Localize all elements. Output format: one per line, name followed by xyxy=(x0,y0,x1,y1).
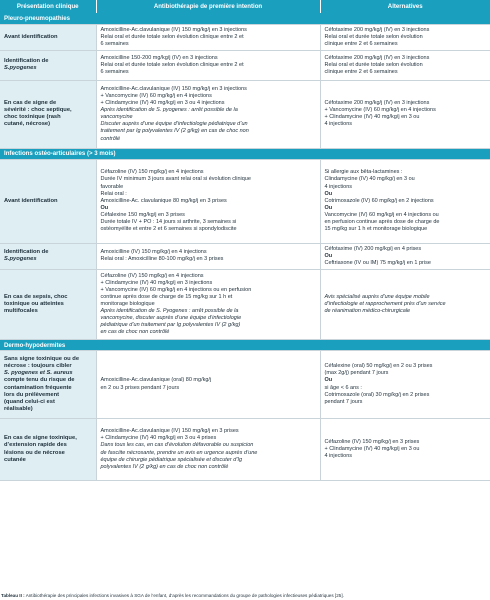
treatment-line: polyvalentes IV (2 g/kg) en cas de choc non contrôlé xyxy=(100,463,229,470)
treatment-line: monitorage biologique xyxy=(100,301,155,308)
treatment-line: Amoxicilline-Ac.clavulanique (IV) 150 mg/kg/j en 3 prises xyxy=(100,428,239,435)
alternatives-cell xyxy=(320,24,490,50)
alternative-line: clinique entre 2 et 6 semaines xyxy=(324,40,398,47)
presentation-line: Avant identification xyxy=(4,197,58,204)
treatment-line: Durée IV minimum 3 jours avant relai oral si évolution clinique xyxy=(100,176,251,183)
treatment-line: de fasciite nécrosante, prendre un avis en urgence auprès d’une xyxy=(100,449,258,456)
alternative-line: Si allergie aux bêta-lactamines : xyxy=(324,169,403,176)
clinical-presentation-cell xyxy=(0,80,96,148)
first-line-cell xyxy=(96,159,320,243)
alternative-line: Relai oral et durée totale selon évolution xyxy=(324,61,423,68)
presentation-line: En cas de signe toxinique, xyxy=(4,435,77,442)
treatment-line: + Clindamycine (IV) 40 mg/kg/j en 3 ou 4 prises xyxy=(100,435,217,442)
treatment-line: ostéomyélite et entre 2 et 6 semaines si spondylodiscite xyxy=(100,226,237,233)
section-header-row xyxy=(0,340,490,351)
alternative-line: pendant 7 jours xyxy=(324,398,363,405)
alternative-line: + Clindamycine (IV) 40 mg/kg/j en 3 ou xyxy=(324,446,420,453)
table-row xyxy=(0,270,490,340)
treatment-line: Après identification de S. Pyogenes : arrêt possible de la xyxy=(100,308,239,315)
treatment-line: 6 semaines xyxy=(100,40,129,47)
alternative-line: Cotrimoxazole (IV) 60 mg/kg/j en 2 injections xyxy=(324,197,434,204)
clinical-presentation-cell xyxy=(0,419,96,481)
treatment-line: Relai oral : Amoxicilline 80-100 mg/kg/j en 3 prises xyxy=(100,256,224,263)
alternative-line: de réanimation médico-chirurgicale xyxy=(324,308,411,315)
alternative-line: si âge < 6 ans : xyxy=(324,384,362,391)
presentation-line: S. pyogenes et S. aureus xyxy=(4,370,73,377)
alternatives-cell xyxy=(320,351,490,419)
alternative-line: Céfotaxime 200 mg/kg/j (IV) en 3 injections xyxy=(324,100,430,107)
presentation-line: sévérité : choc septique, xyxy=(4,107,72,114)
alternative-line: Vancomycine (IV) 60 mg/kg/j en 4 injections ou xyxy=(324,211,439,218)
presentation-line: compte tenu du risque de xyxy=(4,377,75,384)
treatment-line: Après identification de S. pyogenes : arrêt possible de la xyxy=(100,107,238,114)
treatment-line: Amoxicilline-Ac.clavulanique (IV) 150 mg/kg/j en 3 injections xyxy=(100,26,247,33)
treatment-line: Relai oral et durée totale selon évolution clinique entre 2 et xyxy=(100,33,244,40)
alternative-line: 4 injections xyxy=(324,121,353,128)
treatment-line: + Clindamycine (IV) 40 mg/kg/j en 3 ou 4 injections xyxy=(100,100,225,107)
treatment-line: + Vancomycine (IV) 60 mg/kg/j en 4 injections xyxy=(100,93,212,99)
clinical-presentation-cell xyxy=(0,24,96,50)
table-row xyxy=(0,419,490,481)
caption-text: Antibiothérapie des principales infections invasives à SGA de l’enfant, d’après les recommandations du groupe de pathologies infectieuses pédiatriques [25]. xyxy=(25,593,344,598)
treatment-line: Céfalexine 150 mg/kg/j en 3 prises xyxy=(100,211,185,218)
alternatives-cell xyxy=(320,419,490,481)
presentation-line: Sans signe toxinique ou de xyxy=(4,355,80,362)
treatment-line: vancomycine, discuter auprès d’une équipe d’infectiologie xyxy=(100,315,242,322)
first-line-cell xyxy=(96,419,320,481)
table-row xyxy=(0,243,490,269)
presentation-line: réalisable) xyxy=(4,406,33,413)
presentation-line: d’extension rapide des xyxy=(4,442,67,449)
alternative-line: Ou xyxy=(324,377,333,384)
table-body xyxy=(0,13,490,481)
treatment-line: contrôlé xyxy=(100,135,121,142)
alternative-line: Céfotaxime 200 mg/kg/j (IV) en 3 injections xyxy=(324,26,430,33)
table-row xyxy=(0,159,490,243)
header-first-line-antibiotic: Antibiothérapie de première intention xyxy=(96,0,320,13)
first-line-cell xyxy=(96,243,320,269)
alternatives-cell xyxy=(320,270,490,340)
alternatives-cell xyxy=(320,243,490,269)
alternative-line: Céfotaxime (IV) 200 mg/kg/j en 4 prises xyxy=(324,245,422,252)
treatment-line: favorable xyxy=(100,183,124,190)
alternative-line: Relai oral et durée totale selon évolution xyxy=(324,33,423,40)
treatment-line: en 2 ou 3 prises pendant 7 jours xyxy=(100,384,180,391)
alternatives-cell xyxy=(320,159,490,243)
treatment-line: Ou xyxy=(100,204,109,211)
presentation-line: Identification de xyxy=(4,249,49,256)
header-clinical-presentation: Présentation clinique xyxy=(0,0,96,13)
alternatives-cell xyxy=(320,50,490,80)
alternative-line: Ou xyxy=(324,204,333,211)
treatment-line: Amoxicilline-Ac. clavulanique 80 mg/kg/j en 3 prises xyxy=(100,197,227,204)
clinical-presentation-cell xyxy=(0,243,96,269)
treatment-line: vancomycine xyxy=(100,114,133,121)
table-row xyxy=(0,50,490,80)
alternative-line: 4 injections xyxy=(324,183,353,190)
alternative-line: en perfusion continue après dose de charge de xyxy=(324,219,440,226)
presentation-line: lésions ou de nécrose xyxy=(4,449,65,456)
table-caption xyxy=(0,593,490,599)
treatment-line: 6 semaines xyxy=(100,68,129,75)
table-row xyxy=(0,351,490,419)
caption-label: Tableau II : xyxy=(1,593,25,598)
treatment-line: pédiatrique d’un traitement par Ig polyvalentes IV (2 g/kg) xyxy=(100,322,241,329)
presentation-line: En cas de signe de xyxy=(4,99,57,106)
presentation-line: toxinique ou atteintes xyxy=(4,300,64,307)
section-header-row xyxy=(0,148,490,159)
table-row xyxy=(0,80,490,148)
treatment-line: Amoxicilline-Ac.clavulanique (oral) 80 mg/kg/j xyxy=(100,377,212,384)
treatment-line: équipe de chirurgie pédiatrique spécialisée et discuter d’Ig xyxy=(100,456,243,463)
alternative-line: Avis spécialisé auprès d’une équipe mobile xyxy=(324,293,430,300)
section-title: Pleuro-pneumopathies xyxy=(0,13,490,24)
presentation-line: (quand celui-ci est xyxy=(4,398,55,405)
presentation-line: cutané, nécrose) xyxy=(4,121,51,128)
treatment-line: continue après dose de charge de 15 mg/kg sur 1 h et xyxy=(100,293,233,300)
treatment-line: Relai oral et durée totale selon évolution clinique entre 2 et xyxy=(100,61,244,68)
first-line-cell xyxy=(96,50,320,80)
presentation-line: nécrose : toujours cibler xyxy=(4,362,72,369)
presentation-line: cutanée xyxy=(4,456,26,463)
treatment-line: Discuter auprès d’une équipe d’infectiologie pédiatrique d’un xyxy=(100,121,248,128)
section-title: Dermo-hypodermites xyxy=(0,340,490,351)
section-header-row xyxy=(0,13,490,24)
presentation-line: choc toxinique (rash xyxy=(4,114,61,121)
treatment-line: Amoxicilline 150-200 mg/kg/j (IV) en 3 injections xyxy=(100,54,218,61)
alternative-line: Céfazoline (IV) 150 mg/kg/j en 3 prises xyxy=(324,438,420,445)
alternative-line: 15 mg/kg sur 1 h et monitorage biologique xyxy=(324,226,428,233)
treatment-line: en cas de choc non contrôlé xyxy=(100,329,170,336)
presentation-line: Avant identification xyxy=(4,33,58,40)
first-line-cell xyxy=(96,270,320,340)
table-header-row xyxy=(0,0,490,13)
treatment-line: Relai oral : xyxy=(100,190,127,197)
first-line-cell xyxy=(96,24,320,50)
alternative-line: d’infectiologie et rapprochement près d’un service xyxy=(324,301,446,308)
alternative-line: clinique entre 2 et 6 semaines xyxy=(324,68,398,75)
first-line-cell xyxy=(96,351,320,419)
alternative-line: Ou xyxy=(324,190,333,197)
clinical-presentation-cell xyxy=(0,270,96,340)
clinical-presentation-cell xyxy=(0,159,96,243)
treatment-line: + Vancomycine (IV) 60 mg/kg/j en 4 injections ou en perfusion xyxy=(100,286,252,293)
table-row xyxy=(0,24,490,50)
alternative-line: Céfotaxime 200 mg/kg/j (IV) en 3 injections xyxy=(324,54,430,61)
clinical-presentation-cell xyxy=(0,50,96,80)
presentation-line: contamination fréquente xyxy=(4,384,72,391)
header-alternatives: Alternatives xyxy=(320,0,490,13)
alternative-line: + Vancomycine (IV) 60 mg/kg/j en 4 injections xyxy=(324,107,436,114)
presentation-line: S.pyogenes xyxy=(4,256,37,263)
presentation-line: Identification de xyxy=(4,58,49,65)
alternative-line: Clindamycine (IV) 40 mg/kg/j en 3 ou xyxy=(324,176,415,183)
alternative-line: 4 injections xyxy=(324,453,353,460)
alternative-line: Céfalexine (oral) 50 mg/kg/j en 2 ou 3 prises xyxy=(324,363,433,370)
alternative-line: Ou xyxy=(324,252,333,259)
alternative-line: + Clindamycine (IV) 40 mg/kg/j en 3 ou xyxy=(324,114,420,121)
alternative-line: (max 2g/j) pendant 7 jours xyxy=(324,370,389,377)
presentation-line: En cas de sepsis, choc xyxy=(4,293,68,300)
treatment-line: Céfazoline (IV) 150 mg/kg/j en 4 injections xyxy=(100,169,204,176)
treatment-line: Dans tous les cas, en cas d’évolution défavorable ou suspicion xyxy=(100,442,254,449)
treatment-line: Céfazoline (IV) 150 mg/kg/j en 4 injections xyxy=(100,272,204,279)
presentation-line: S.pyogenes xyxy=(4,65,37,72)
presentation-line: lors du prélèvement xyxy=(4,391,60,398)
treatment-line: Amoxicilline-Ac.clavulanique (IV) 150 mg/kg/j en 3 injections xyxy=(100,85,247,92)
treatment-line: Amoxicilline (IV) 150 mg/kg/j en 4 injections xyxy=(100,249,207,256)
alternative-line: Cotrimoxazole (oral) 30 mg/kg/j en 2 prises xyxy=(324,391,430,398)
alternatives-cell xyxy=(320,80,490,148)
section-title: Infections ostéo-articulaires (> 3 mois) xyxy=(0,148,490,159)
first-line-cell xyxy=(96,80,320,148)
clinical-presentation-cell xyxy=(0,351,96,419)
alternative-line: Ceftriaxone (IV ou IM) 75 mg/kg/j en 1 prise xyxy=(324,259,431,266)
treatment-line: traitement par Ig polyvalentes IV (2 g/kg) en cas de choc non xyxy=(100,128,249,135)
presentation-line: multifocales xyxy=(4,308,38,315)
treatment-line: + Clindamycine (IV) 40 mg/kg/j en 3 injections xyxy=(100,279,213,286)
treatment-line: Durée totale IV + PO : 14 jours si arthrite, 3 semaines si xyxy=(100,219,237,226)
